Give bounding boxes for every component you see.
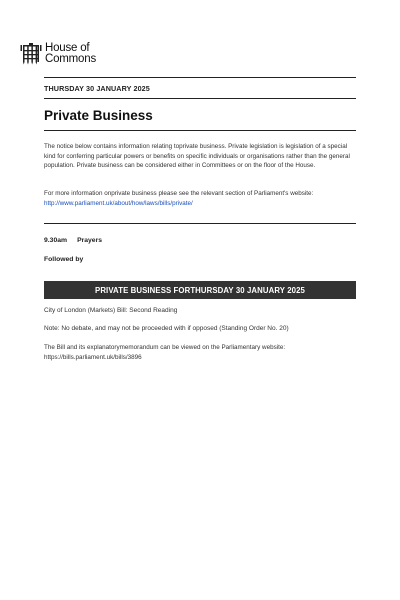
divider-date xyxy=(44,98,356,99)
divider-intro xyxy=(44,223,356,224)
private-bills-link[interactable]: http://www.parliament.uk/about/how/laws/bills/private/ xyxy=(44,199,193,207)
divider-title xyxy=(44,130,356,131)
section-banner: PRIVATE BUSINESS FORTHURSDAY 30 JANUARY 2025 xyxy=(44,281,356,299)
logo-line-1: House of xyxy=(45,42,90,54)
divider-top xyxy=(44,77,356,78)
portcullis-icon xyxy=(20,43,42,65)
bill-note: Note: No debate, and may not be proceeded with if opposed (Standing Order No. 20) xyxy=(44,325,289,332)
date-label: THURSDAY 30 JANUARY 2025 xyxy=(44,84,150,93)
agenda-item-label: Prayers xyxy=(77,237,103,244)
followed-by-label: Followed by xyxy=(44,256,84,263)
logo-text xyxy=(45,43,96,65)
explanatory-note: The Bill and its explanatorymemorandum can be viewed on the Parliamentary website: https://bills.parliament.uk/bills/3896 xyxy=(44,344,286,361)
more-info-paragraph xyxy=(44,189,356,208)
more-info-text: For more information onprivate business please see the relevant section of Parliament's website: xyxy=(44,190,314,197)
intro-paragraph: The notice below contains information relating toprivate business. Private legislation is legislation of a special kind for conferring particular powers or benefits on specific individuals or organisations rather than the general population. Private business can be considered either in Committees or on the floor of the House. xyxy=(44,143,350,170)
agenda-time: 9.30am xyxy=(44,237,68,244)
page-title: Private Business xyxy=(44,108,153,123)
logo-line-2: Commons xyxy=(45,53,97,65)
agenda-item xyxy=(44,237,356,244)
bill-title: City of London (Markets) Bill: Second Reading xyxy=(44,307,178,314)
house-of-commons-logo xyxy=(20,43,96,65)
